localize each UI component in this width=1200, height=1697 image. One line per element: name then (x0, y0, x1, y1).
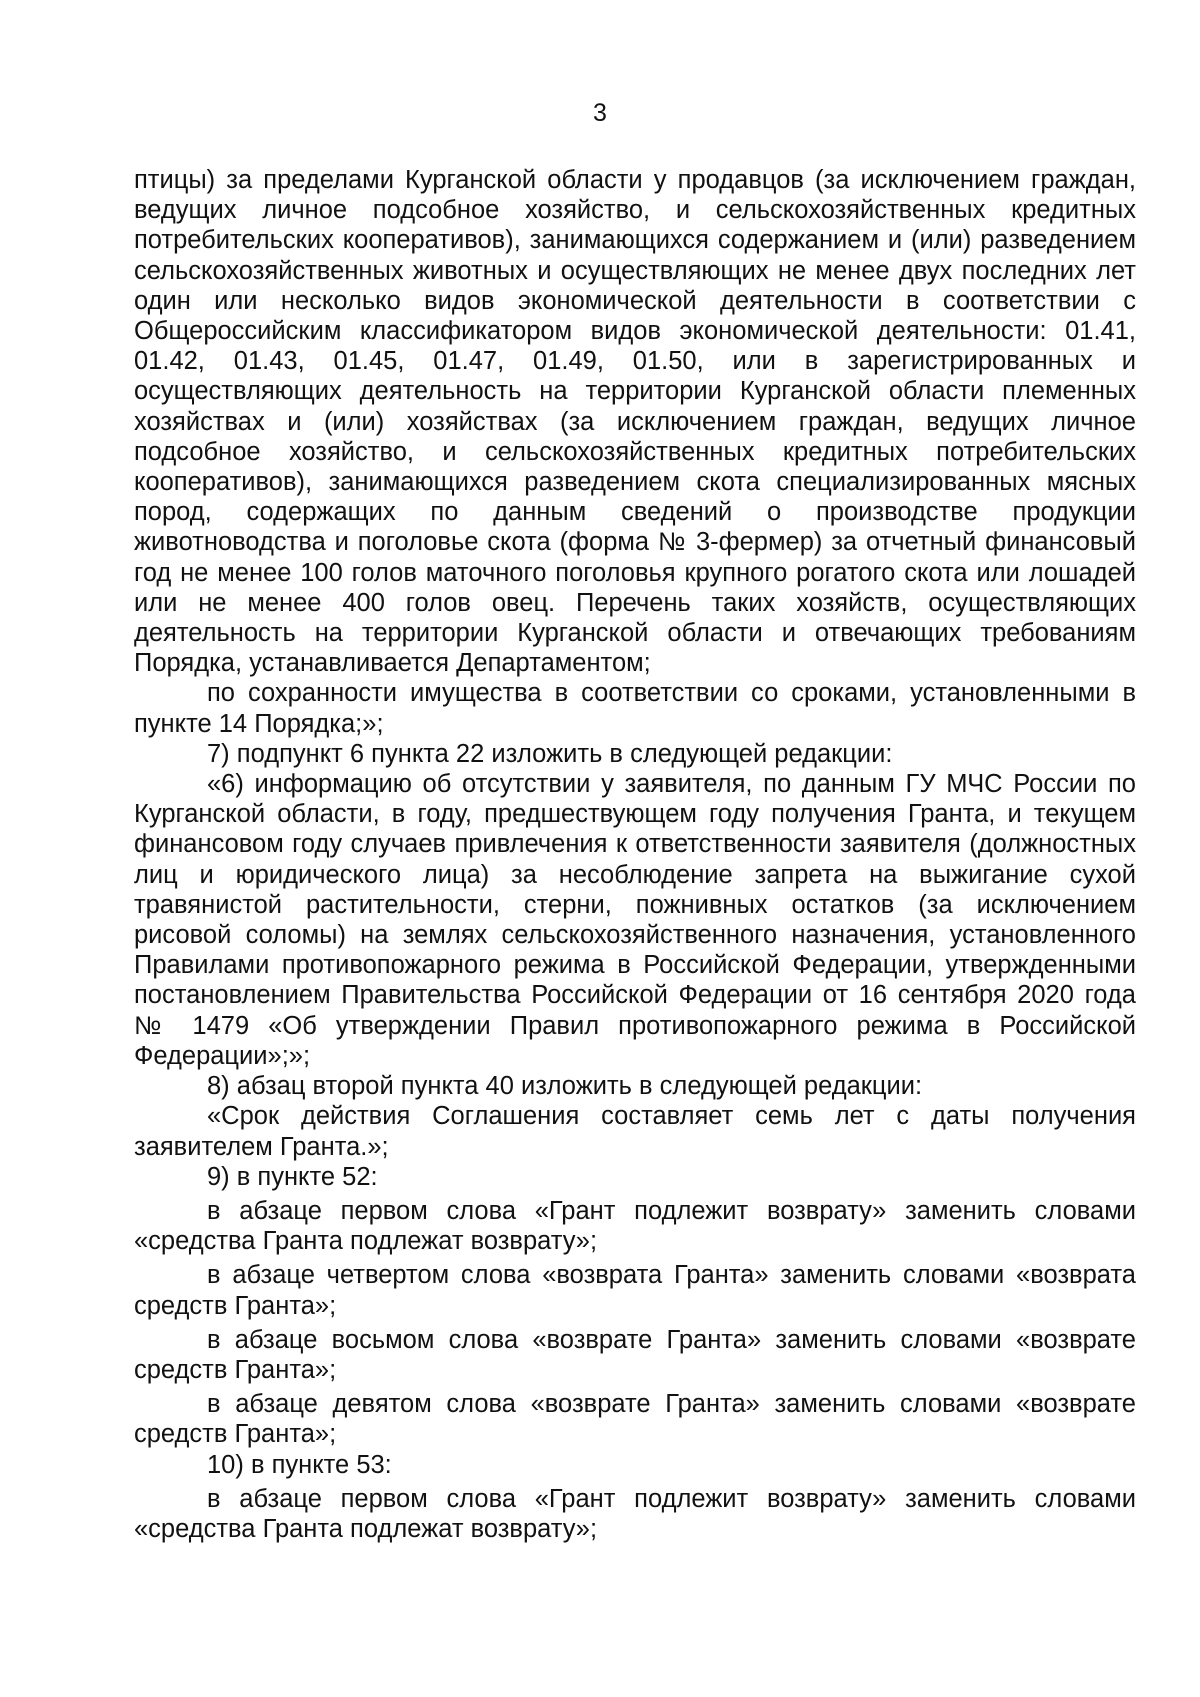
paragraph: в абзаце восьмом слова «возврате Гранта» заменить словами «возврате средств Гранта»; (134, 1325, 1136, 1384)
paragraph: в абзаце первом слова «Грант подлежит возврату» заменить словами «средства Гранта подлежат возврату»; (134, 1196, 1136, 1256)
paragraph: в абзаце первом слова «Грант подлежит возврату» заменить словами «средства Гранта подлежат возврату»; (134, 1484, 1136, 1543)
paragraph-item-10: 10) в пункте 53: (207, 1450, 392, 1479)
paragraph-item-7: 7) подпункт 6 пункта 22 изложить в следующей редакции: (207, 739, 893, 768)
page-number: 3 (593, 99, 607, 127)
paragraph: в абзаце девятом слова «возврате Гранта» заменить словами «возврате средств Гранта»; (134, 1390, 1136, 1449)
document-body (134, 165, 1136, 1544)
paragraph: по сохранности имущества в соответствии со сроками, установленными в пункте 14 Порядка;»; (134, 679, 1136, 738)
paragraph-item-9: 9) в пункте 52: (207, 1162, 378, 1191)
paragraph-continuation: птицы) за пределами Курганской области у продавцов (за исключением граждан, ведущих личное подсобное хозяйство, и сельскохозяйственных кредитных потребительских кооперативов), занимающихся содержанием и (или) разведением сельскохозяйственных животных и осуществляющих не менее двух последних лет один или несколько видов экономической деятельности в соответствии с Общероссийским классификатором видов экономической деятельности: 01.41, 01.42, 01.43, 01.45, 01.47, 01.49, 01.50, или в зарегистрированных и осуществляющих деятельность на территории Курганской области племенных хозяйствах и (или) хозяйствах (за исключением граждан, ведущих личное подсобное хозяйство, и сельскохозяйственных кредитных потребительских кооперативов), занимающихся разведением скота специализированных мясных пород, содержащих по данным сведений о производстве продукции животноводства и поголовье скота (форма № 3-фермер) за отчетный финансовый год не менее 100 голов маточного поголовья крупного рогатого скота или лошадей или не менее 400 голов овец. Перечень таких хозяйств, осуществляющих деятельность на территории Курганской области и отвечающих требованиям Порядка, устанавливается Департаментом; (134, 166, 1136, 678)
paragraph-quote: «Срок действия Соглашения составляет семь лет с даты получения заявителем Гранта.»; (134, 1102, 1136, 1161)
paragraph-quote: «6) информацию об отсутствии у заявителя, по данным ГУ МЧС России по Курганской области, в году, предшествующем году получения Гранта, и текущем финансовом году случаев привлечения к ответственности заявителя (должностных лиц и юридического лица) за несоблюдение запрета на выжигание сухой травянистой растительности, стерни, пожнивных остатков (за исключением рисовой соломы) на землях сельскохозяйственного назначения, установленного Правилами противопожарного режима в Российской Федерации, утвержденными постановлением Правительства Российской Федерации от 16 сентября 2020 года № 1479 «Об утверждении Правил противопожарного режима в Российской Федерации»;»; (134, 770, 1136, 1070)
paragraph: в абзаце четвертом слова «возврата Гранта» заменить словами «возврата средств Гранта»; (134, 1261, 1136, 1320)
paragraph-item-8: 8) абзац второй пункта 40 изложить в следующей редакции: (207, 1072, 923, 1101)
